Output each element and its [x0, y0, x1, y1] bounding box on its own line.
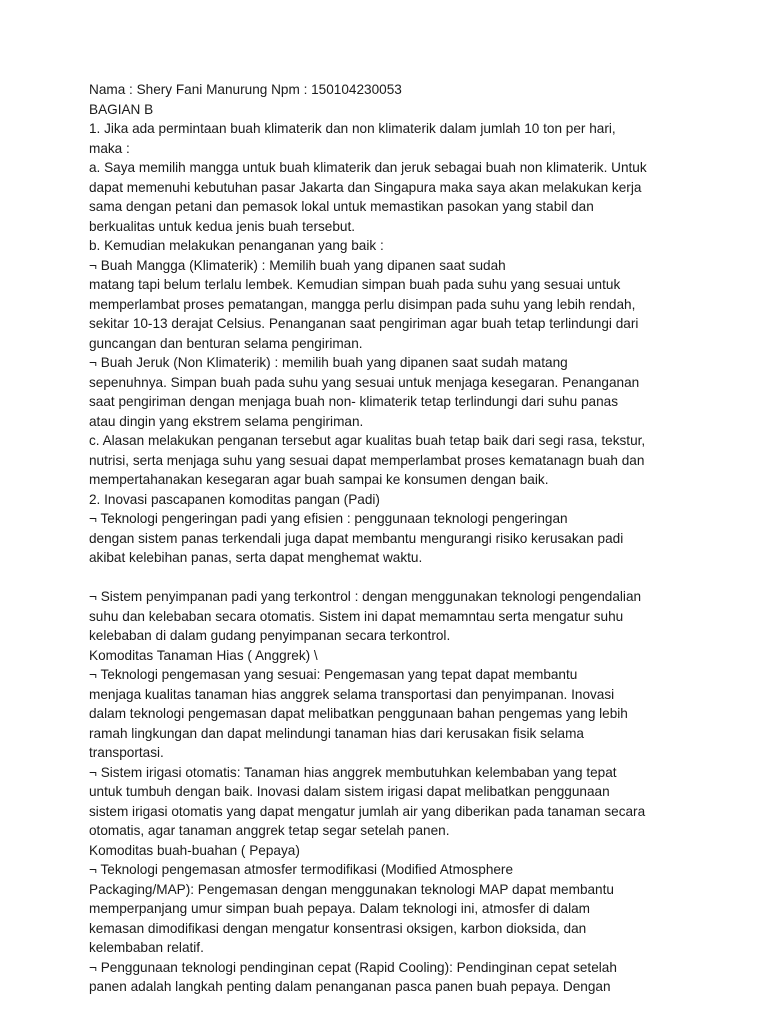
text-line: guncangan dan benturan selama pengiriman.: [89, 335, 363, 351]
blank-line: [89, 568, 689, 588]
document-body: [89, 80, 689, 997]
text-line: ¬ Sistem penyimpanan padi yang terkontrol : dengan menggunakan teknologi pengendalian: [89, 589, 642, 604]
text-line: maka :: [89, 140, 130, 156]
text-line: mempertahanakan kesegaran agar buah sampai ke konsumen dengan baik.: [89, 472, 549, 487]
text-line: Komoditas Tanaman Hias ( Anggrek) \: [89, 647, 318, 663]
text-line: c. Alasan melakukan penganan tersebut agar kualitas buah tetap baik dari segi rasa, tekstur,: [89, 433, 646, 448]
text-line: 1. Jika ada permintaan buah klimaterik dan non klimaterik dalam jumlah 10 ton per hari,: [89, 121, 616, 136]
text-line: kelebaban di dalam gudang penyimpanan secara terkontrol.: [89, 628, 451, 643]
text-line: berkualitas untuk kedua jenis buah tersebut.: [89, 218, 356, 234]
text-line: 2. Inovasi pascapanen komoditas pangan (Padi): [89, 491, 380, 507]
text-line: matang tapi belum terlalu lembek. Kemudian simpan buah pada suhu yang sesuai untuk: [89, 277, 621, 292]
text-line: Nama : Shery Fani Manurung Npm : 150104230053: [89, 82, 402, 97]
text-line: ¬ Buah Jeruk (Non Klimaterik) : memilih buah yang dipanen saat sudah matang: [89, 355, 568, 370]
text-line: b. Kemudian melakukan penanganan yang baik :: [89, 238, 384, 253]
text-line: sistem irigasi otomatis yang dapat mengatur jumlah air yang diberikan pada tanaman secara: [89, 803, 646, 819]
text-line: ¬ Teknologi pengeringan padi yang efisien : penggunaan teknologi pengeringan: [89, 511, 568, 526]
text-line: BAGIAN B: [89, 101, 154, 117]
text-line: ramah lingkungan dan dapat melindungi tanaman hias dari kerusakan fisik selama: [89, 725, 584, 741]
text-line: memperpanjang umur simpan buah pepaya. Dalam teknologi ini, atmosfer di dalam: [89, 901, 590, 916]
text-line: Packaging/MAP): Pengemasan dengan menggunakan teknologi MAP dapat membantu: [89, 881, 614, 897]
text-line: sepenuhnya. Simpan buah pada suhu yang sesuai untuk menjaga kesegaran. Penanganan: [89, 374, 640, 390]
text-line: ¬ Teknologi pengemasan yang sesuai: Pengemasan yang tepat dapat membantu: [89, 667, 578, 682]
text-line: akibat kelebihan panas, serta dapat menghemat waktu.: [89, 550, 423, 565]
text-line: suhu dan kelebaban secara otomatis. Sistem ini dapat memamntau serta mengatur suhu: [89, 608, 624, 624]
text-line: ¬ Teknologi pengemasan atmosfer termodifikasi (Modified Atmosphere: [89, 862, 514, 877]
text-line: transportasi.: [89, 745, 164, 760]
text-line: panen adalah langkah penting dalam penanganan pasca panen buah pepaya. Dengan: [89, 979, 611, 994]
text-line: ¬ Sistem irigasi otomatis: Tanaman hias anggrek membutuhkan kelembaban yang tepat: [89, 764, 617, 780]
text-line: kemasan dimodifikasi dengan mengatur konsentrasi oksigen, karbon dioksida, dan: [89, 920, 587, 936]
text-line: nutrisi, serta menjaga suhu yang sesuai dapat memperlambat proses kematanagn buah dan: [89, 452, 645, 468]
text-line: untuk tumbuh dengan baik. Inovasi dalam sistem irigasi dapat melibatkan penggunaan: [89, 784, 610, 799]
text-line: dengan sistem panas terkendali juga dapat membantu mengurangi risiko kerusakan padi: [89, 530, 624, 546]
text-line: Komoditas buah-buahan ( Pepaya): [89, 842, 300, 858]
text-line: saat pengiriman dengan menjaga buah non- klimaterik tetap terlindungi dari suhu panas: [89, 394, 618, 409]
text-line: dalam teknologi pengemasan dapat melibatkan penggunaan bahan pengemas yang lebih: [89, 706, 628, 721]
text-line: kelembaban relatif.: [89, 940, 204, 955]
text-line: memperlambat proses pematangan, mangga perlu disimpan pada suhu yang lebih rendah,: [89, 296, 636, 312]
text-line: menjaga kualitas tanaman hias anggrek selama transportasi dan penyimpanan. Inovasi: [89, 686, 615, 702]
text-line: ¬ Buah Mangga (Klimaterik) : Memilih buah yang dipanen saat sudah: [89, 257, 506, 273]
text-line: ¬ Penggunaan teknologi pendinginan cepat (Rapid Cooling): Pendinginan cepat setelah: [89, 959, 617, 975]
text-line: atau dingin yang ekstrem selama pengiriman.: [89, 413, 364, 429]
text-line: otomatis, agar tanaman anggrek tetap segar setelah panen.: [89, 823, 450, 838]
text-line: sekitar 10-13 derajat Celsius. Penanganan saat pengiriman agar buah tetap terlindungi dari: [89, 316, 639, 331]
text-line: dapat memenuhi kebutuhan pasar Jakarta dan Singapura maka saya akan melakukan kerja: [89, 179, 642, 195]
text-line: sama dengan petani dan pemasok lokal untuk memastikan pasokan yang stabil dan: [89, 199, 594, 214]
text-line: a. Saya memilih mangga untuk buah klimaterik dan jeruk sebagai buah non klimaterik. Untuk: [89, 160, 647, 175]
